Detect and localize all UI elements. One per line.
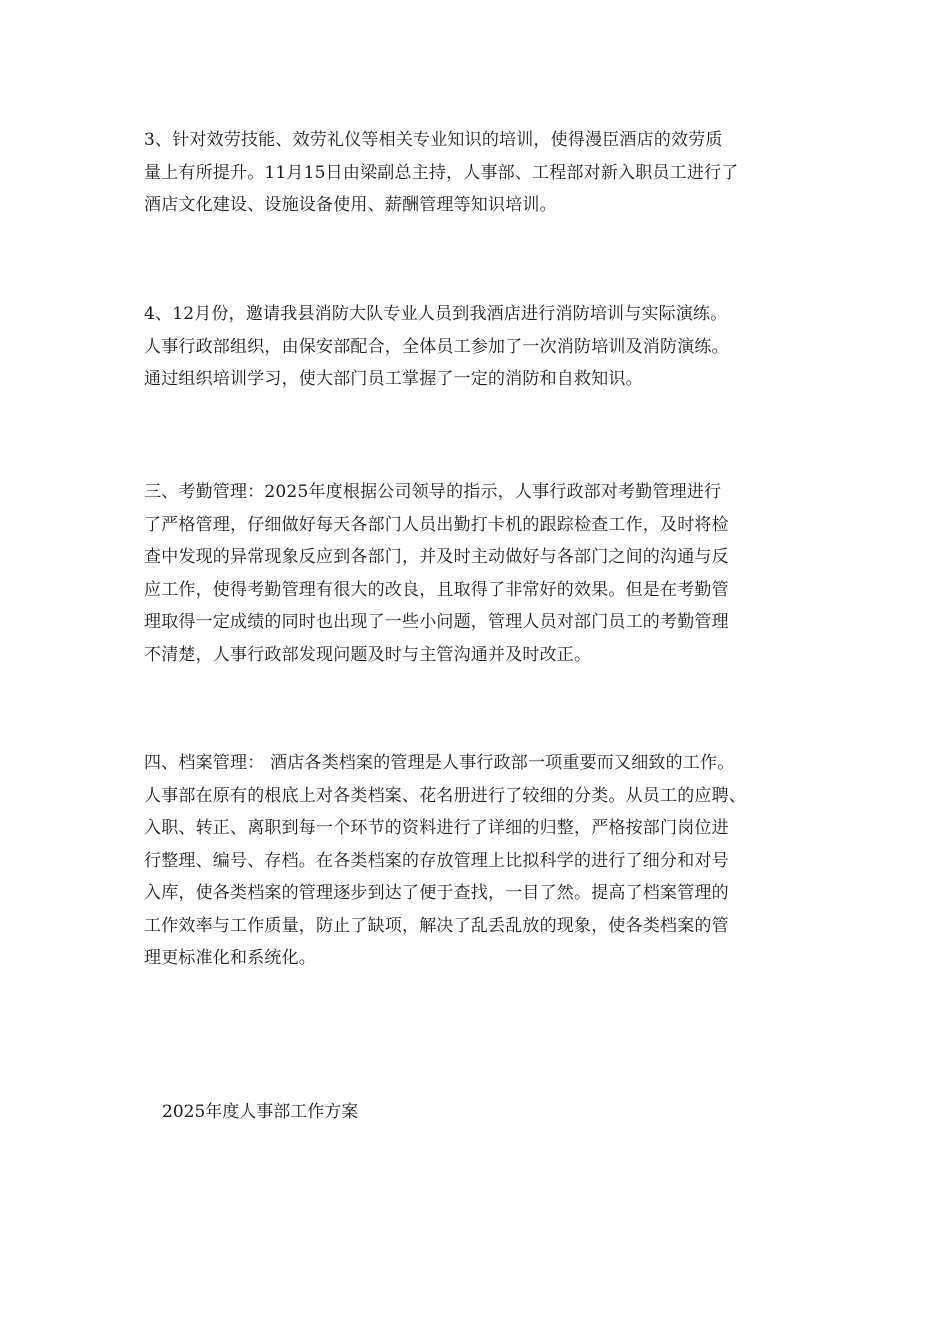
text-line: 不清楚，人事行政部发现问题及时与主管沟通并及时改正。	[144, 644, 592, 665]
text-line: 人事行政部组织，由保安部配合，全体员工参加了一次消防培训及消防演练。	[144, 336, 729, 357]
text-line: 应工作，使得考勤管理有很大的改良，且取得了非常好的效果。但是在考勤管	[144, 579, 729, 600]
paragraph-training-service	[144, 124, 814, 222]
text-line: 理更标准化和系统化。	[144, 948, 316, 968]
text-line: 入库，使各类档案的管理逐步到达了便于查找，一目了然。提高了档案管理的	[144, 883, 729, 903]
paragraph-archive-management	[144, 747, 814, 975]
paragraph-attendance-management	[144, 476, 814, 671]
text-line: 量上有所提升。11月15日由梁副总主持，人事部、工程部对新入职员工进行了	[144, 162, 739, 183]
text-line: 4、12月份，邀请我县消防大队专业人员到我酒店进行消防培训与实际演练。	[144, 304, 728, 324]
text-line: 四、档案管理： 酒店各类档案的管理是人事行政部一项重要而又细致的工作。	[144, 753, 735, 773]
text-line: 工作效率与工作质量，防止了缺项，解决了乱丢乱放的现象，使各类档案的管	[144, 915, 729, 936]
text-line: 酒店文化建设、设施设备使用、薪酬管理等知识培训。	[144, 195, 557, 215]
text-line: 入职、转正、离职到每一个环节的资料进行了详细的归整，严格按部门岗位进	[144, 818, 729, 838]
text-line: 3、针对效劳技能、效劳礼仪等相关专业知识的培训，使得漫臣酒店的效劳质	[144, 130, 723, 150]
text-line: 理取得一定成绩的同时也出现了一些小问题，管理人员对部门员工的考勤管理	[144, 612, 729, 632]
text-line: 通过组织培训学习，使大部门员工掌握了一定的消防和自救知识。	[144, 369, 643, 389]
section-heading: 2025年度人事部工作方案	[162, 1102, 359, 1122]
text-line: 行整理、编号、存档。在各类档案的存放管理上比拟科学的进行了细分和对号	[144, 850, 729, 871]
text-line: 人事部在原有的根底上对各类档案、花名册进行了较细的分类。从员工的应聘、	[144, 785, 746, 806]
text-line: 查中发现的异常现象反应到各部门，并及时主动做好与各部门之间的沟通与反	[144, 547, 729, 567]
paragraph-fire-training	[144, 298, 814, 396]
text-line: 了严格管理，仔细做好每天各部门人员出勤打卡机的跟踪检查工作，及时将检	[144, 514, 729, 535]
text-line: 三、考勤管理：2025年度根据公司领导的指示，人事行政部对考勤管理进行	[144, 482, 722, 502]
